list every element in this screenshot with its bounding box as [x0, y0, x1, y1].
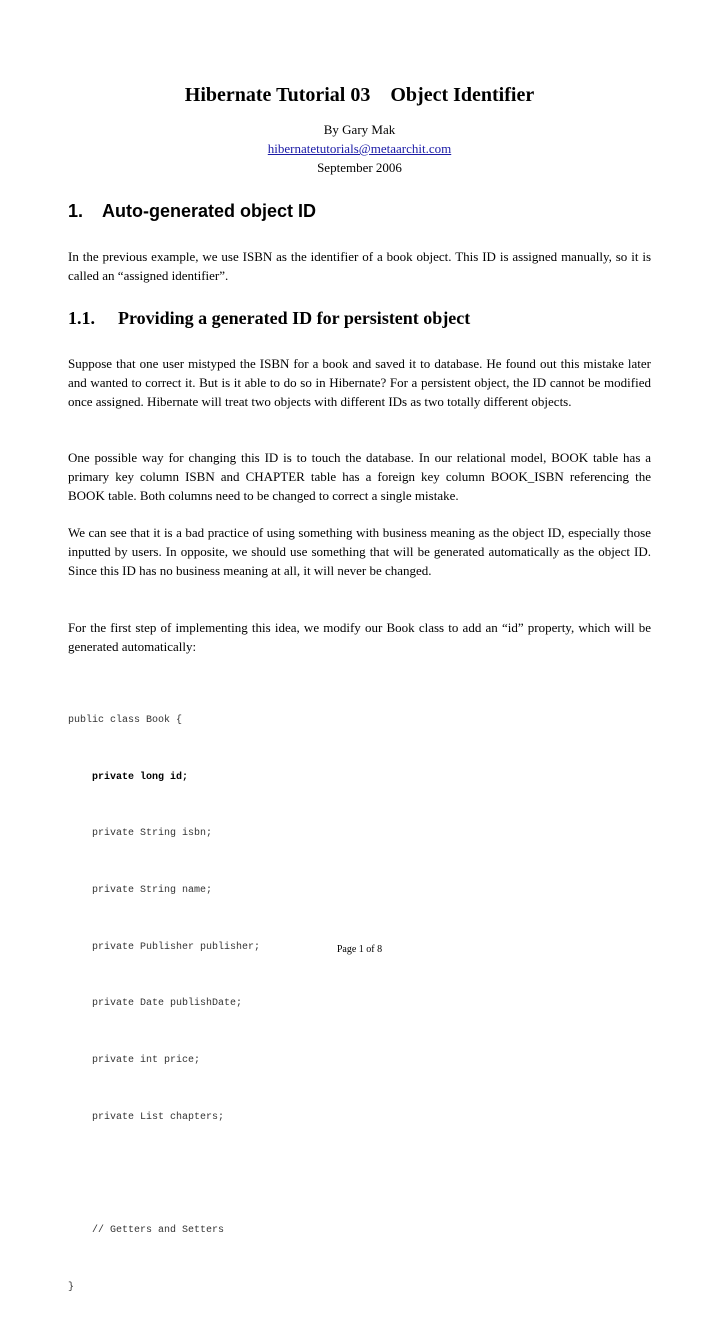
author-line: By Gary Mak — [323, 122, 396, 137]
code-line: public class Book { — [68, 714, 183, 726]
publication-date: September 2006 — [317, 160, 402, 175]
section-heading-1 — [68, 201, 316, 222]
subsection-number: 1.1. — [68, 308, 95, 328]
subsection-title: Providing a generated ID for persistent object — [118, 308, 471, 328]
paragraph: Suppose that one user mistyped the ISBN for a book and saved it to database. He found out this mistake later and wanted to correct it. But is it able to do so in Hibernate? For a persistent object, the ID cannot be modified once assigned. Hibernate will treat two objects with different IDs as two totally different objects. — [68, 356, 651, 409]
code-line: private List chapters; — [68, 1111, 225, 1123]
document-title: Hibernate Tutorial 03 Object Identifier — [184, 84, 535, 106]
code-line: private Date publishDate; — [68, 998, 243, 1010]
paragraph: In the previous example, we use ISBN as the identifier of a book object. This ID is assigned manually, so it is called an “assigned identifier”. — [68, 249, 651, 283]
code-block — [68, 674, 260, 1336]
code-line: // Getters and Setters — [68, 1225, 225, 1237]
code-line: private String isbn; — [68, 828, 213, 840]
code-line: private Publisher publisher; — [68, 941, 261, 953]
code-line — [68, 1165, 260, 1184]
paragraph: For the first step of implementing this idea, we modify our Book class to add an “id” property, which will be generated automatically: — [68, 620, 651, 654]
code-line: private String name; — [68, 884, 213, 896]
page-number: Page 1 of 8 — [336, 944, 383, 955]
code-line: private int price; — [68, 1055, 201, 1067]
section-heading-1-1 — [68, 308, 470, 329]
section-title: Auto-generated object ID — [102, 201, 317, 221]
code-line-highlighted: private long id; — [68, 771, 189, 783]
paragraph: We can see that it is a bad practice of using something with business meaning as the object ID, especially those inputted by users. In opposite, we should use something that will be generated automatically as the object ID. Since this ID has no business meaning at all, it will never be changed. — [68, 525, 651, 578]
code-line: } — [68, 1281, 75, 1293]
section-number: 1. — [68, 201, 84, 221]
paragraph: One possible way for changing this ID is to touch the database. In our relational model, BOOK table has a primary key column ISBN and CHAPTER table has a foreign key column BOOK_ISBN referencing the BOOK table. Both columns need to be changed to correct a single mistake. — [68, 450, 651, 503]
author-email-link[interactable]: hibernatetutorials@metaarchit.com — [267, 141, 452, 156]
